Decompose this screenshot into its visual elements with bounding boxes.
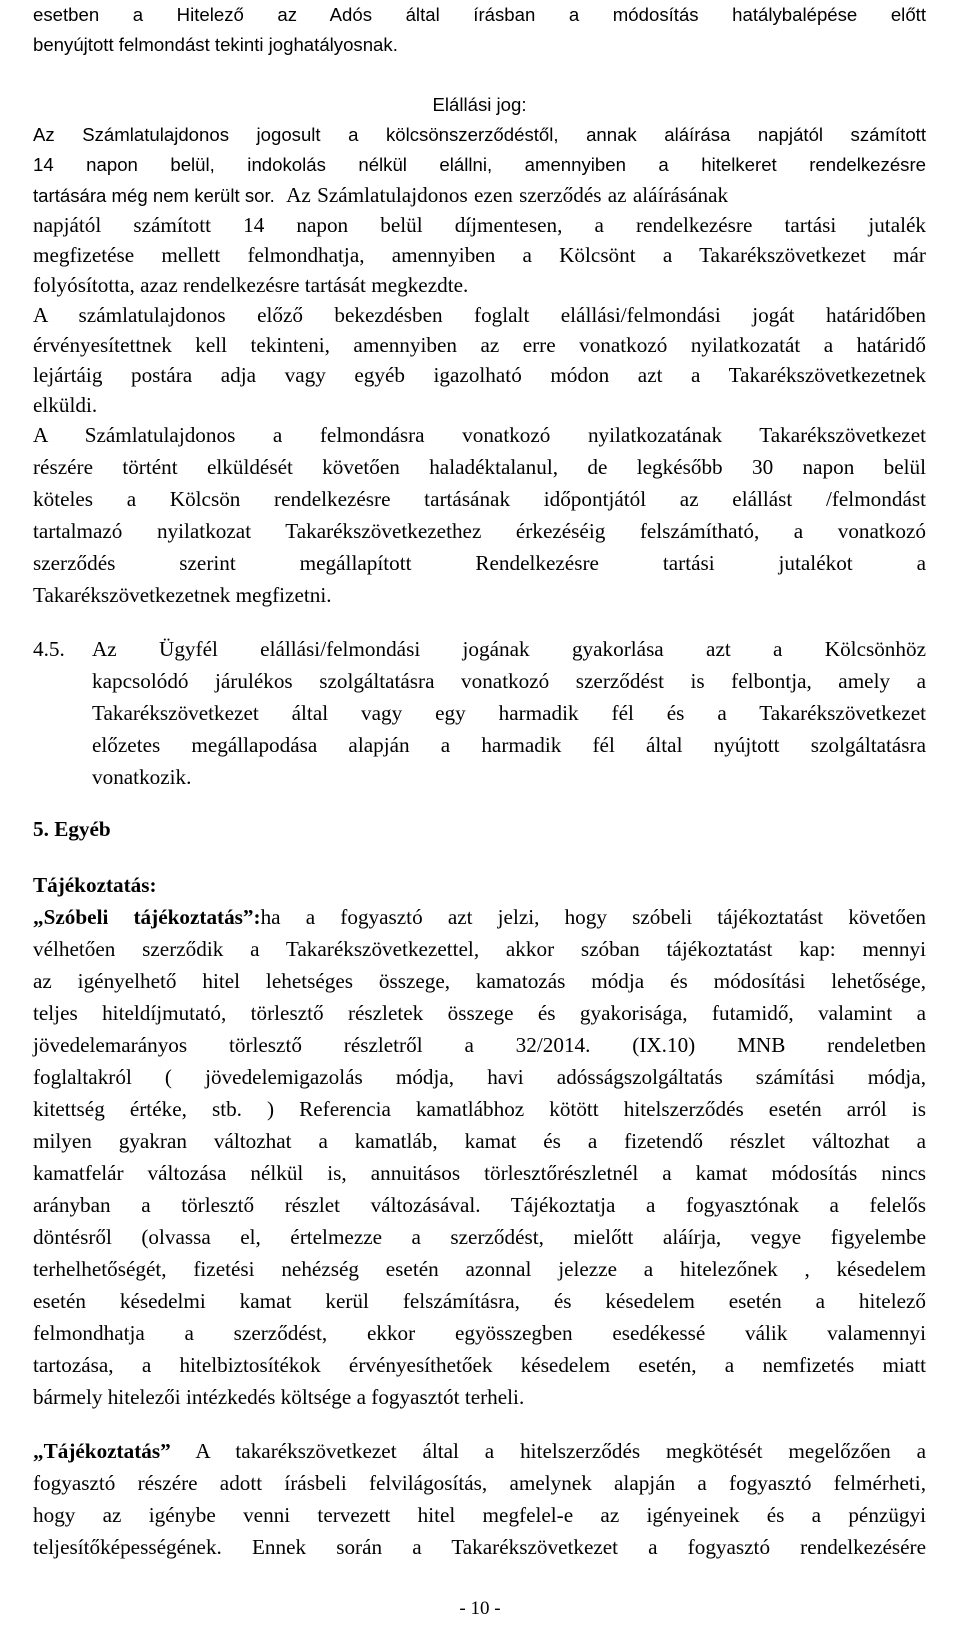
- text-line: hogy az igénybe venni tervezett hitel megfelel-e az igényeinek és a pénzügyi: [33, 1503, 926, 1527]
- page-number: - 10 -: [459, 1598, 501, 1619]
- text-line: teljes hiteldíjmutató, törlesztő részletek összege és gyakorisága, futamidő, valamint a: [33, 1001, 926, 1025]
- text-line: arányban a törlesztő részlet változásával. Tájékoztatja a fogyasztónak a felelős: [33, 1193, 926, 1217]
- text-line: vonatkozik.: [92, 765, 192, 789]
- text-line: Takarékszövetkezet által vagy egy harmadik fél és a Takarékszövetkezet: [92, 701, 926, 725]
- text-line: terhelhetőségét, fizetési nehézség esetén azonnal jelezze a hitelezőnek , késedelem: [33, 1257, 926, 1281]
- text-line: 14 napon belül, indokolás nélkül elállni, amennyiben a hitelkeret rendelkezésre: [33, 154, 926, 175]
- bold-lead: „Szóbeli tájékoztatás”:: [33, 905, 261, 929]
- text-line: esetben a Hitelező az Adós által írásban a módosítás hatálybalépése előtt: [33, 4, 926, 25]
- text-line: érvényesítettnek kell tekinteni, amennyiben az erre vonatkozó nyilatkozatát a határidő: [33, 333, 926, 357]
- bold-lead: „Tájékoztatás”: [33, 1439, 171, 1463]
- text-line-mixed: [33, 1434, 926, 1468]
- text-line: napjától számított 14 napon belül díjmentesen, a rendelkezésre tartási jutalék: [33, 213, 926, 237]
- text-fragment: Az Számlatulajdonos ezen szerződés az aláírásának: [286, 183, 729, 207]
- text-fragment: A takarékszövetkezet által a hitelszerződés megkötését megelőzően a: [170, 1439, 926, 1463]
- text-line-mixed: [33, 900, 926, 934]
- text-line: kitettség értéke, stb. ) Referencia kamatlábhoz kötött hitelszerződés esetén arról is: [33, 1097, 926, 1121]
- text-line-mixed: [33, 178, 926, 212]
- text-line: tartalmazó nyilatkozat Takarékszövetkezethez érkezéséig felszámítható, a vonatkozó: [33, 519, 926, 543]
- text-line: tartozása, a hitelbiztosítékok érvényesíthetőek késedelem esetén, a nemfizetés miatt: [33, 1353, 926, 1377]
- text-line: szerződés szerint megállapított Rendelkezésre tartási jutalékot a: [33, 551, 926, 575]
- text-line: folyósította, azaz rendelkezésre tartását megkezdte.: [33, 273, 469, 297]
- text-line: benyújtott felmondást tekinti joghatályosnak.: [33, 34, 398, 55]
- text-line: döntésről (olvassa el, értelmezze a szerződést, mielőtt aláírja, vegye figyelembe: [33, 1225, 926, 1249]
- text-line: megfizetése mellett felmondhatja, amennyiben a Kölcsönt a Takarékszövetkezet már: [33, 243, 926, 267]
- text-line: felmondhatja a szerződést, ekkor egyösszegben esedékessé válik valamennyi: [33, 1321, 926, 1345]
- text-line: A számlatulajdonos előző bekezdésben foglalt elállási/felmondási jogát határidőben: [33, 303, 926, 327]
- text-line: lejártáig postára adja vagy egyéb igazolható módon azt a Takarékszövetkezetnek: [33, 363, 926, 387]
- section-heading: 5. Egyéb: [33, 817, 111, 841]
- text-fragment: tartására még nem került sor.: [33, 185, 275, 206]
- text-line: foglaltakról ( jövedelemigazolás módja, havi adósságszolgáltatás számítási módja,: [33, 1065, 926, 1089]
- subsection-heading: Tájékoztatás:: [33, 873, 157, 897]
- text-line: Az Ügyfél elállási/felmondási jogának gyakorlása azt a Kölcsönhöz: [92, 637, 926, 661]
- text-line: teljesítőképességének. Ennek során a Takarékszövetkezet a fogyasztó rendelkezésére: [33, 1535, 926, 1559]
- text-line: bármely hitelezői intézkedés költsége a fogyasztót terheli.: [33, 1385, 525, 1409]
- text-line: Az Számlatulajdonos jogosult a kölcsönszerződéstől, annak aláírása napjától számított: [33, 124, 926, 145]
- text-line: vélhetően szerződik a Takarékszövetkezettel, akkor szóban tájékoztatást kap: mennyi: [33, 937, 926, 961]
- text-line: fogyasztó részére adott írásbeli felvilágosítás, amelynek alapján a fogyasztó felmérheti,: [33, 1471, 926, 1495]
- section-heading: Elállási jog:: [432, 94, 527, 115]
- text-line: előzetes megállapodása alapján a harmadik fél által nyújtott szolgáltatásra: [92, 733, 926, 757]
- text-line: köteles a Kölcsön rendelkezésre tartásának időpontjától az elállást /felmondást: [33, 487, 926, 511]
- text-line: részére történt elküldését követően haladéktalanul, de legkésőbb 30 napon belül: [33, 455, 926, 479]
- text-line: A Számlatulajdonos a felmondásra vonatkozó nyilatkozatának Takarékszövetkezet: [33, 423, 926, 447]
- text-line: kapcsolódó járulékos szolgáltatásra vonatkozó szerződést is felbontja, amely a: [92, 669, 926, 693]
- text-line: esetén késedelmi kamat kerül felszámításra, és késedelem esetén a hitelező: [33, 1289, 926, 1313]
- text-fragment: ha a fogyasztó azt jelzi, hogy szóbeli tájékoztatást követően: [260, 905, 926, 929]
- text-line: kamatfelár változása nélkül is, annuitásos törlesztőrészletnél a kamat módosítás nincs: [33, 1161, 926, 1185]
- text-line: Takarékszövetkezetnek megfizetni.: [33, 583, 332, 607]
- text-line: elküldi.: [33, 393, 98, 417]
- section-number: 4.5.: [33, 637, 65, 661]
- text-line: az igényelhető hitel lehetséges összege, kamatozás módja és módosítási lehetősége,: [33, 969, 926, 993]
- text-line: milyen gyakran változhat a kamatláb, kamat és a fizetendő részlet változhat a: [33, 1129, 926, 1153]
- text-line: jövedelemarányos törlesztő részletről a 32/2014. (IX.10) MNB rendeletben: [33, 1033, 926, 1057]
